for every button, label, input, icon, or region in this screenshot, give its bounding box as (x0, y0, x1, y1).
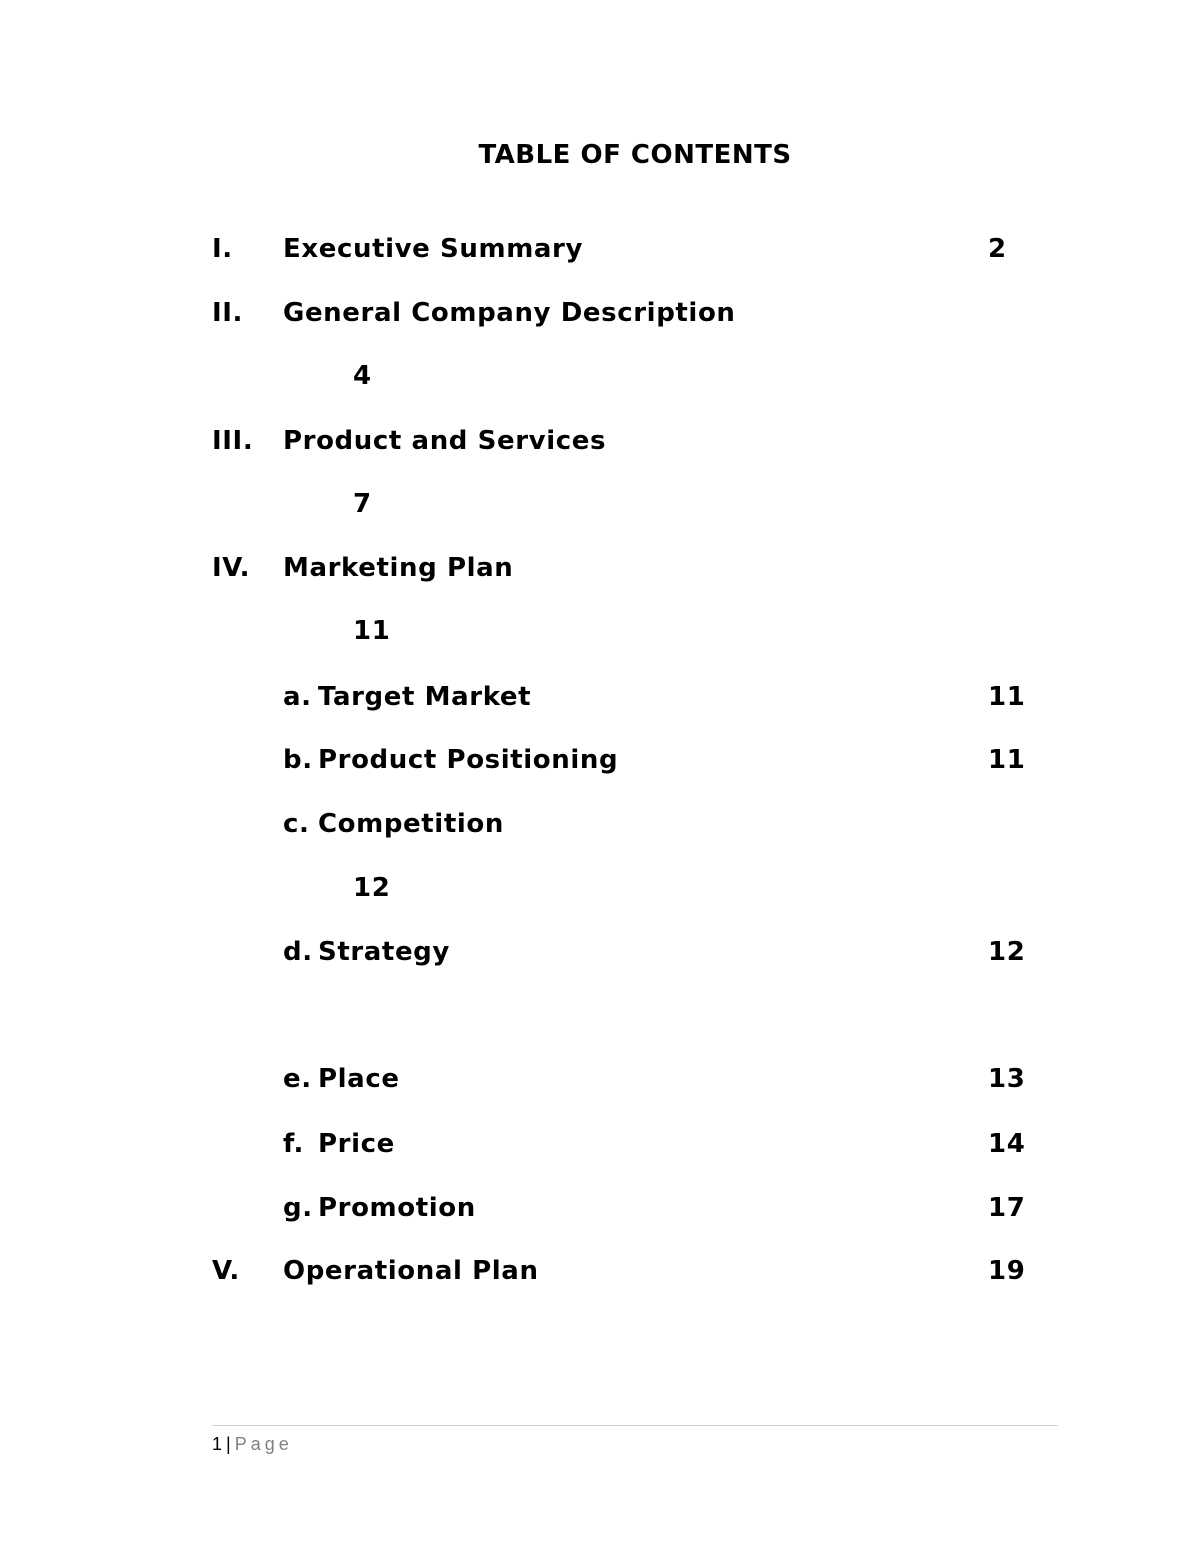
toc-numeral: IV. (212, 553, 251, 583)
toc-sub-letter: a. (283, 682, 312, 712)
toc-numeral: II. (212, 298, 244, 328)
toc-sub-letter: c. (283, 809, 310, 839)
toc-sub-letter: g. (283, 1193, 313, 1223)
toc-sub-label: Strategy (318, 937, 450, 967)
toc-numeral: I. (212, 234, 233, 264)
footer-page-number: 1 (212, 1434, 223, 1454)
toc-page-number: 17 (988, 1193, 1026, 1223)
toc-sub-letter: b. (283, 745, 313, 775)
toc-sub-letter: f. (283, 1129, 304, 1159)
toc-page-number: 11 (988, 682, 1026, 712)
toc-sub-label: Place (318, 1064, 400, 1094)
toc-sub-letter: d. (283, 937, 313, 967)
toc-sub-label: Product Positioning (318, 745, 619, 775)
toc-numeral: III. (212, 426, 254, 456)
toc-numeral: V. (212, 1256, 240, 1286)
toc-entry-label: Product and Services (283, 426, 607, 456)
footer-separator: | (226, 1434, 231, 1454)
toc-sub-letter: e. (283, 1064, 312, 1094)
toc-sub-label: Target Market (318, 682, 532, 712)
page-footer (212, 1434, 293, 1455)
toc-page-number: 11 (988, 745, 1026, 775)
toc-entry-label: Marketing Plan (283, 553, 514, 583)
toc-page-number: 4 (353, 361, 372, 391)
toc-sub-label: Promotion (318, 1193, 476, 1223)
toc-page-number: 13 (988, 1064, 1026, 1094)
toc-sub-label: Price (318, 1129, 395, 1159)
toc-entry-label: General Company Description (283, 298, 736, 328)
toc-page-number: 19 (988, 1256, 1026, 1286)
toc-page-number: 7 (353, 489, 372, 519)
footer-divider (212, 1425, 1058, 1426)
footer-page-word: Page (234, 1434, 293, 1454)
toc-page-number: 12 (988, 937, 1026, 967)
toc-sub-label: Competition (318, 809, 504, 839)
page-title: TABLE OF CONTENTS (478, 140, 792, 170)
toc-page-number: 14 (988, 1129, 1026, 1159)
toc-page-number: 12 (353, 873, 391, 903)
toc-entry-label: Operational Plan (283, 1256, 539, 1286)
toc-page-number: 2 (988, 234, 1007, 264)
toc-page-number: 11 (353, 616, 391, 646)
toc-entry-label: Executive Summary (283, 234, 583, 264)
